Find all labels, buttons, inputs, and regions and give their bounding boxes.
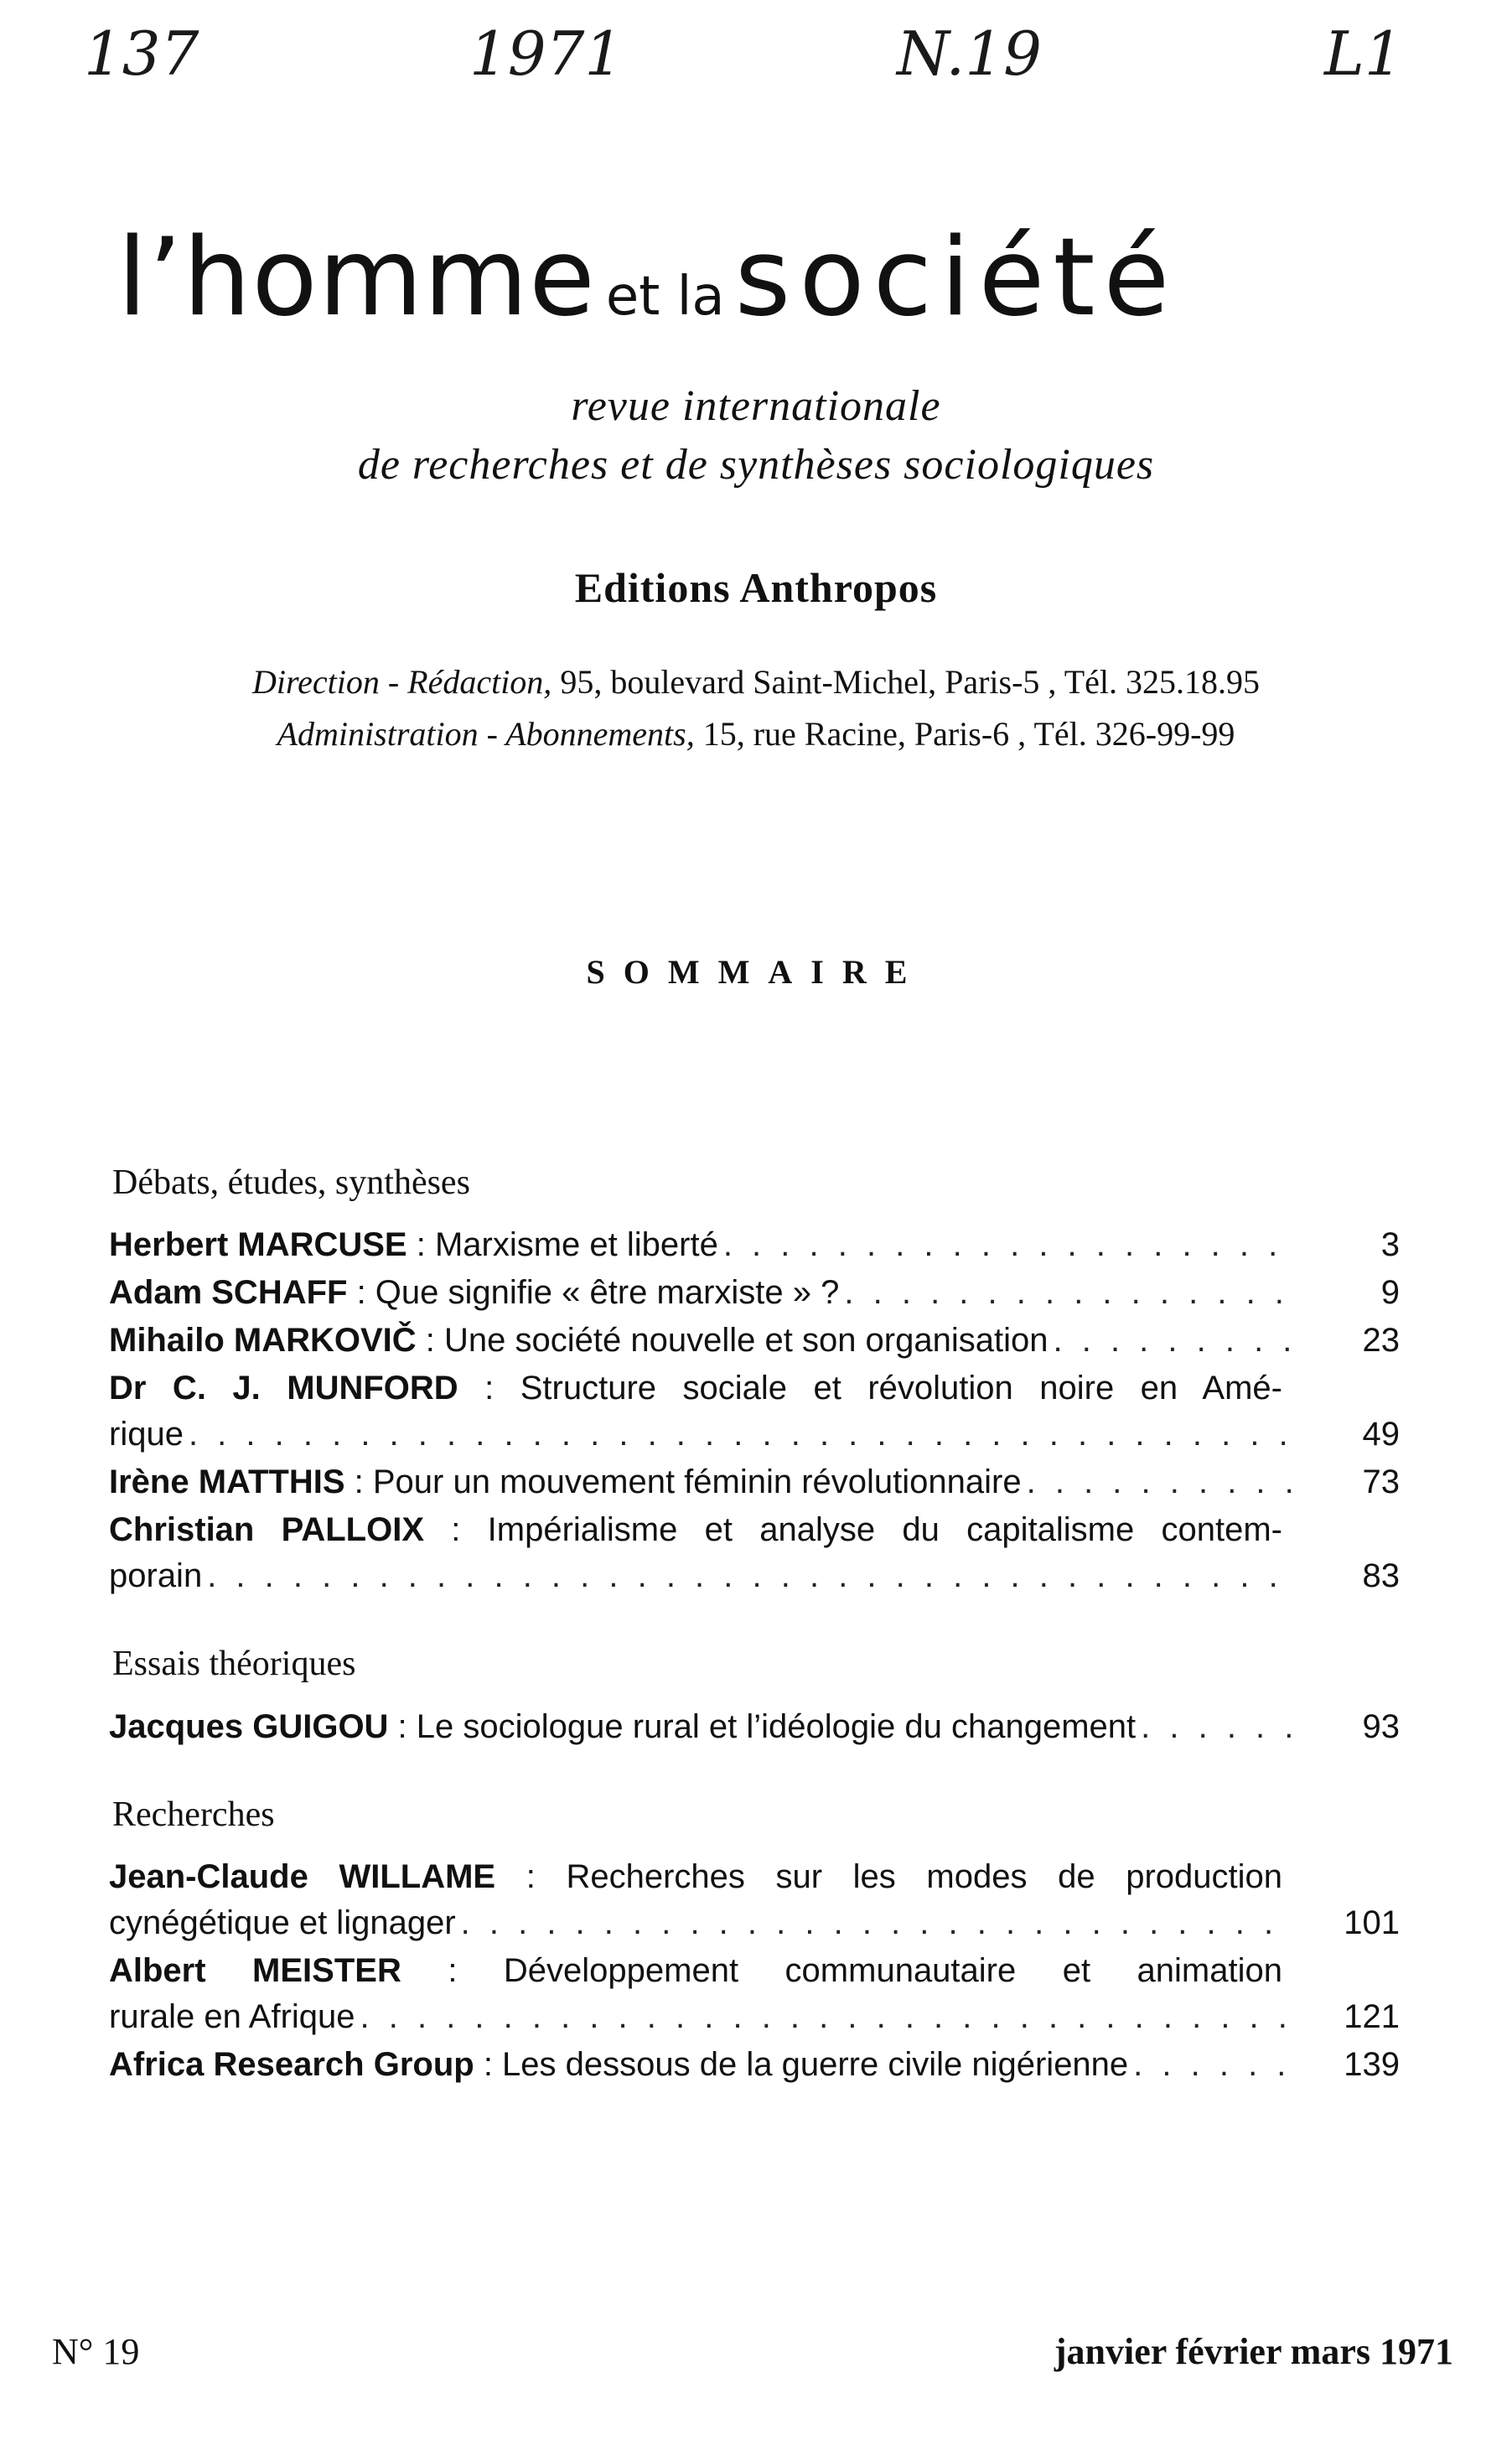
entry-title-line-1: : Impérialisme et analyse du capitalisme contem- <box>424 1511 1282 1549</box>
address-direction-text: 95, boulevard Saint-Michel, Paris-5 , Tél. 325.18.95 <box>560 663 1260 701</box>
issue-number: N° 19 <box>52 2331 140 2372</box>
table-of-contents <box>109 1162 1400 2090</box>
toc-entry <box>109 1948 1400 2040</box>
entry-author: Jacques GUIGOU <box>109 1707 389 1745</box>
entry-page-number: 3 <box>1380 1226 1400 1264</box>
masthead-homme: l’homme <box>117 215 596 340</box>
toc-entry <box>109 1222 1400 1268</box>
entry-title-line-2: porain <box>109 1557 203 1595</box>
address-direction <box>0 662 1512 702</box>
entry-title: : Que signifie « être marxiste » ? <box>347 1274 840 1312</box>
leader-dots <box>1053 1318 1292 1364</box>
handwritten-mark-year: 1971 <box>469 18 624 89</box>
section-heading: Débats, études, synthèses <box>112 1163 470 1202</box>
leader-dots <box>844 1270 1292 1316</box>
section-heading: Recherches <box>112 1795 275 1834</box>
entry-page-number: 121 <box>1344 1998 1400 2036</box>
entry-author: Herbert MARCUSE <box>109 1226 407 1264</box>
leader-dots <box>723 1222 1292 1268</box>
publisher-name: Editions Anthropos <box>574 564 938 611</box>
entry-title-line-1: : Structure sociale et révolution noire en Amé- <box>458 1370 1282 1407</box>
section-heading: Essais théoriques <box>112 1645 356 1684</box>
handwritten-mark-number: N.19 <box>897 18 1042 89</box>
handwritten-mark-catalog: 137 <box>84 18 199 89</box>
entry-title-line-2: rique <box>109 1416 184 1453</box>
address-administration-label: Administration - Abonnements, <box>277 715 695 753</box>
entry-author: Christian PALLOIX <box>109 1511 424 1549</box>
entry-page-number: 93 <box>1362 1707 1400 1745</box>
entry-title: : Les dessous de la guerre civile nigérienne <box>474 2046 1129 2084</box>
toc-entry <box>109 1365 1400 1458</box>
entry-author: Africa Research Group <box>109 2046 474 2084</box>
toc-entry <box>109 2042 1400 2088</box>
leader-dots <box>189 1412 1292 1458</box>
sommaire-heading: SOMMAIRE <box>586 953 926 991</box>
toc-entry <box>109 1270 1400 1316</box>
entry-title-line-1: : Développement communautaire et animation <box>401 1952 1282 1990</box>
entry-title: : Pour un mouvement féminin révolutionnaire <box>344 1463 1022 1501</box>
address-administration <box>0 714 1512 754</box>
toc-entry <box>109 1318 1400 1364</box>
entry-author: Mihailo MARKOVIČ <box>109 1322 417 1360</box>
toc-entry <box>109 1704 1400 1750</box>
entry-title: : Marxisme et liberté <box>406 1226 718 1264</box>
entry-title-line-2: rurale en Afrique <box>109 1998 355 2036</box>
entry-title-line-2: cynégétique et lignager <box>109 1904 456 1942</box>
entry-page-number: 23 <box>1362 1322 1400 1360</box>
subtitle-line-1: revue internationale <box>571 382 941 430</box>
toc-entry <box>109 1507 1400 1599</box>
entry-title: : Une société nouvelle et son organisation <box>416 1322 1049 1360</box>
entry-page-number: 9 <box>1380 1274 1400 1312</box>
entry-page-number: 83 <box>1362 1557 1400 1595</box>
address-administration-text: 15, rue Racine, Paris-6 , Tél. 326-99-99 <box>702 715 1235 753</box>
masthead-et-la: et la <box>605 266 725 328</box>
leader-dots <box>207 1553 1292 1599</box>
entry-page-number: 139 <box>1344 2046 1400 2084</box>
toc-section-recherches <box>109 1794 1400 2088</box>
entry-title: : Le sociologue rural et l’idéologie du changement <box>388 1707 1137 1745</box>
leader-dots <box>1133 2042 1292 2088</box>
entry-author: Jean-Claude WILLAME <box>109 1858 496 1896</box>
entry-page-number: 73 <box>1362 1463 1400 1501</box>
issue-date: janvier février mars 1971 <box>1054 2331 1453 2372</box>
entry-page-number: 101 <box>1344 1904 1400 1942</box>
leader-dots <box>1141 1704 1292 1750</box>
entry-title-line-1: : Recherches sur les modes de production <box>495 1858 1282 1896</box>
handwritten-mark-shelf: L1 <box>1324 18 1403 89</box>
journal-masthead <box>117 215 1408 340</box>
toc-section-debats <box>109 1162 1400 1599</box>
masthead-societe: société <box>734 215 1178 340</box>
leader-dots <box>360 1994 1292 2040</box>
address-direction-label: Direction - Rédaction, <box>252 663 552 701</box>
entry-author: Albert MEISTER <box>109 1952 401 1990</box>
subtitle-line-2: de recherches et de synthèses sociologiques <box>357 441 1155 489</box>
entry-page-number: 49 <box>1362 1416 1400 1453</box>
toc-entry <box>109 1459 1400 1505</box>
entry-author: Irène MATTHIS <box>109 1463 345 1501</box>
leader-dots <box>1027 1459 1292 1505</box>
entry-author: Dr C. J. MUNFORD <box>109 1370 458 1407</box>
toc-section-essais <box>109 1643 1400 1749</box>
entry-author: Adam SCHAFF <box>109 1274 348 1312</box>
leader-dots <box>461 1900 1292 1946</box>
toc-entry <box>109 1854 1400 1946</box>
